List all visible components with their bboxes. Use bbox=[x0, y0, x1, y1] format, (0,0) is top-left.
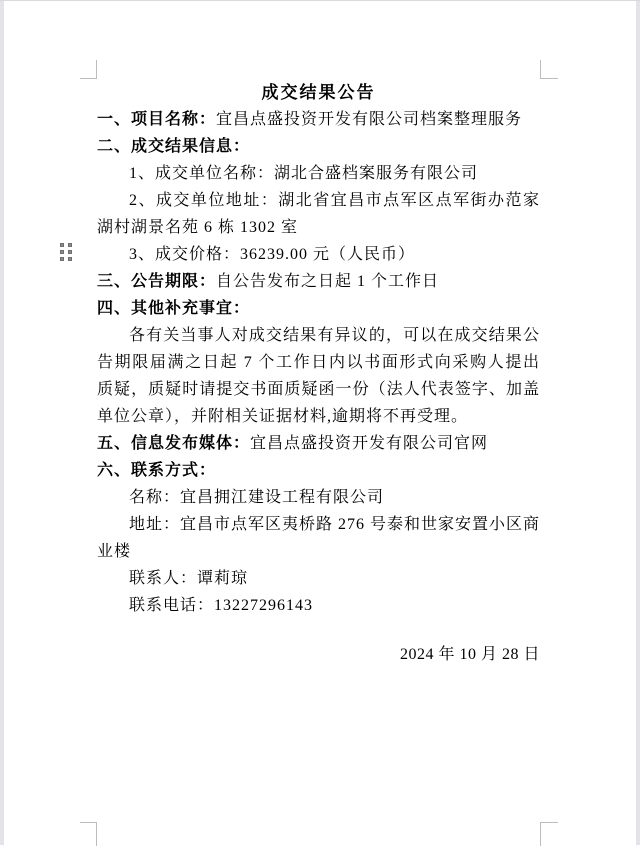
para-result-info-label: 二、成交结果信息： bbox=[97, 138, 251, 155]
para-announcement-period bbox=[97, 268, 540, 295]
para-winner-address: 2、成交单位地址：湖北省宜昌市点军区点军街办范家湖村湖景名苑 6 栋 1302 室 bbox=[97, 192, 540, 236]
para-announcement-period-text: 自公告发布之日起 1 个工作日 bbox=[216, 273, 440, 290]
crop-mark-top-right-icon bbox=[540, 60, 558, 79]
para-contact-label: 六、联系方式： bbox=[97, 462, 217, 479]
para-contact-company: 名称：宜昌拥江建设工程有限公司 bbox=[129, 489, 385, 506]
para-publish-media-label: 五、信息发布媒体： bbox=[97, 435, 251, 452]
para-announcement-period-label: 三、公告期限： bbox=[97, 273, 217, 290]
para-publish-media bbox=[97, 430, 540, 457]
para-supplementary-label: 四、其他补充事宜： bbox=[97, 300, 251, 317]
document-body bbox=[97, 79, 540, 668]
para-publish-media-text: 宜昌点盛投资开发有限公司官网 bbox=[250, 435, 489, 452]
drag-handle-icon[interactable] bbox=[60, 243, 72, 261]
para-project-name-label: 一、项目名称： bbox=[97, 111, 217, 128]
para-contact-heading bbox=[97, 457, 540, 484]
page-edge-top bbox=[0, 0, 640, 1]
para-winner-price: 3、成交价格：36239.00 元（人民币） bbox=[129, 246, 416, 263]
para-contact-phone: 联系电话：13227296143 bbox=[129, 597, 314, 614]
para-project-name bbox=[97, 106, 540, 133]
para-project-name-text: 宜昌点盛投资开发有限公司档案整理服务 bbox=[216, 111, 523, 128]
para-contact-person: 联系人：谭莉琼 bbox=[129, 570, 249, 587]
para-winner-name: 1、成交单位名称：湖北合盛档案服务有限公司 bbox=[129, 165, 479, 182]
document-date: 2024 年 10 月 28 日 bbox=[399, 646, 540, 663]
para-supplementary-heading bbox=[97, 295, 540, 322]
crop-mark-top-left-icon bbox=[80, 60, 97, 79]
document-title: 成交结果公告 bbox=[261, 83, 376, 102]
crop-mark-bottom-right-icon bbox=[540, 822, 558, 846]
para-supplementary-body: 各有关当事人对成交结果有异议的，可以在成交结果公告期限届满之日起 7 个工作日内以书面形式向采购人提出质疑，质疑时请提交书面质疑函一份（法人代表签字、加盖单位公章），并附相关证据材料,逾期将不再受理。 bbox=[97, 327, 540, 425]
para-contact-address: 地址：宜昌市点军区夷桥路 276 号泰和世家安置小区商业楼 bbox=[97, 516, 541, 560]
page-edge-right bbox=[636, 0, 640, 845]
crop-mark-bottom-left-icon bbox=[80, 822, 97, 846]
page-edge-left bbox=[0, 0, 4, 845]
para-result-info-heading bbox=[97, 133, 540, 160]
